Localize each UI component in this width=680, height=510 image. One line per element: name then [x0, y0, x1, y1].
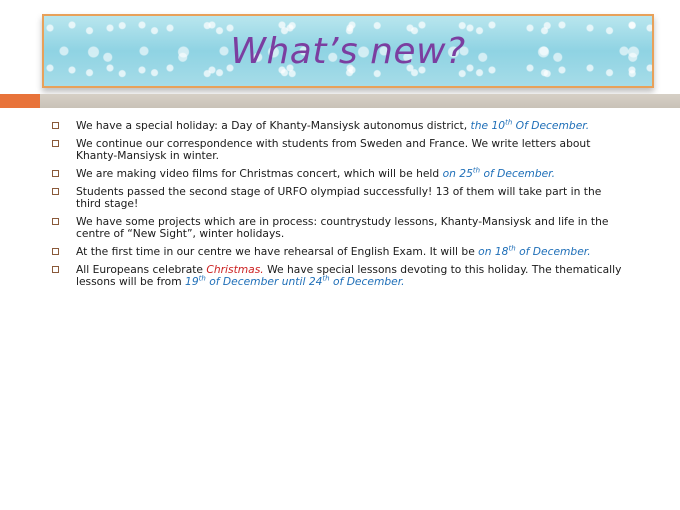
news-text: At the first time in our centre we have rehearsal of English Exam. It will be	[76, 245, 479, 258]
news-date: 19th of December until 24th of December.	[185, 274, 405, 288]
news-list	[52, 120, 628, 288]
news-item-4	[52, 186, 628, 210]
news-item-6	[52, 246, 628, 258]
square-bullet-icon	[52, 122, 59, 129]
accent-bar-right	[40, 94, 680, 108]
news-item-3	[52, 168, 628, 180]
news-text: We have special lessons devoting to this holiday. The thematically lessons will be from	[76, 263, 622, 288]
square-bullet-icon	[52, 188, 59, 195]
news-text: We have some projects which are in process: countrystudy lessons, Khanty-Mansiysk and life in the centre of “New Sight”, winter holidays.	[76, 215, 609, 240]
news-text: Students passed the second stage of URFO olympiad successfully! 13 of them will take part in the third stage!	[76, 185, 602, 210]
title-banner	[42, 14, 654, 88]
page-title: What’s new?	[230, 30, 466, 72]
square-bullet-icon	[52, 248, 59, 255]
square-bullet-icon	[52, 170, 59, 177]
news-text: We have a special holiday: a Day of Khanty-Mansiysk autonomus district,	[76, 119, 471, 132]
square-bullet-icon	[52, 140, 59, 147]
news-item-1	[52, 120, 628, 132]
news-text: We are making video films for Christmas concert, which will be held	[76, 167, 443, 180]
news-date: on 18th of December.	[478, 244, 591, 258]
news-text: We continue our correspondence with students from Sweden and France. We write letters about Khanty-Mansiysk in winter.	[76, 137, 591, 162]
christmas-highlight: Christmas.	[206, 263, 264, 276]
news-item-2	[52, 138, 628, 162]
news-item-7	[52, 264, 628, 288]
news-list-container	[52, 120, 628, 294]
news-date: on 25th of December.	[442, 166, 555, 180]
accent-bar-left	[0, 94, 40, 108]
square-bullet-icon	[52, 218, 59, 225]
news-date: the 10th Of December.	[470, 118, 590, 132]
square-bullet-icon	[52, 266, 59, 273]
news-item-5	[52, 216, 628, 240]
news-text: All Europeans celebrate	[76, 263, 207, 276]
